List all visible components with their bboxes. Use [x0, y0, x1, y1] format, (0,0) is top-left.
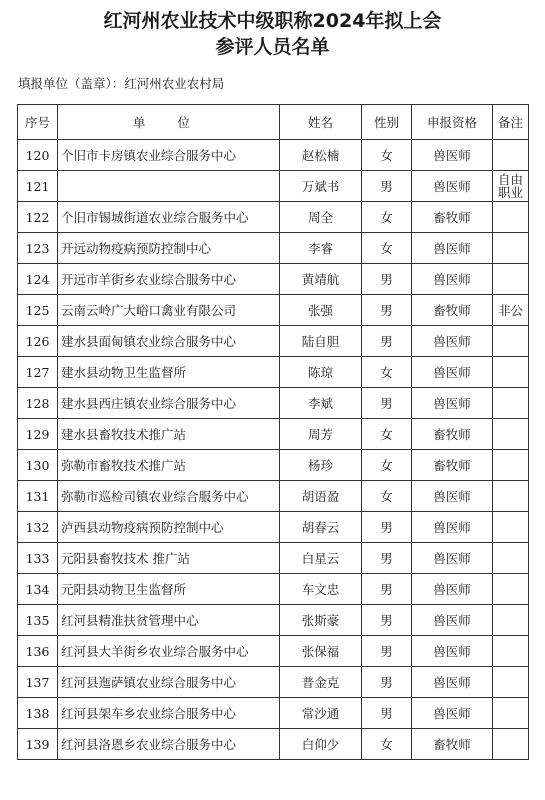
row-qualification: 兽医师 [412, 698, 493, 729]
row-remark [493, 419, 529, 450]
row-unit: 元阳县动物卫生监督所 [58, 574, 280, 605]
row-name: 车文忠 [280, 574, 362, 605]
row-unit: 红河县洛恩乡农业综合服务中心 [58, 729, 280, 760]
reporting-unit: 填报单位（盖章）：红河州农业农村局 [18, 76, 225, 91]
document-title: 红河州农业技术中级职称2024年拟上会 [103, 10, 442, 32]
row-name: 陆自胆 [280, 326, 362, 357]
document-subtitle: 参评人员名单 [215, 36, 330, 58]
row-gender: 男 [362, 543, 412, 574]
table-row [18, 605, 529, 636]
row-remark: 自由职业 [493, 171, 529, 202]
row-qualification: 兽医师 [412, 357, 493, 388]
row-qualification: 畜牧师 [412, 450, 493, 481]
row-unit: 红河县大羊街乡农业综合服务中心 [58, 636, 280, 667]
row-name: 常沙通 [280, 698, 362, 729]
row-number: 129 [18, 419, 58, 450]
row-name: 张强 [280, 295, 362, 326]
row-gender: 女 [362, 140, 412, 171]
header-remark: 备注 [493, 105, 529, 140]
row-number: 121 [18, 171, 58, 202]
header-gender: 性别 [362, 105, 412, 140]
row-qualification: 畜牧师 [412, 729, 493, 760]
table-row [18, 233, 529, 264]
row-number: 138 [18, 698, 58, 729]
row-name: 胡春云 [280, 512, 362, 543]
row-number: 120 [18, 140, 58, 171]
row-qualification: 兽医师 [412, 667, 493, 698]
row-name: 黄靖航 [280, 264, 362, 295]
table-row [18, 357, 529, 388]
row-gender: 女 [362, 450, 412, 481]
table-row [18, 419, 529, 450]
table-row [18, 388, 529, 419]
table-row [18, 202, 529, 233]
row-number: 130 [18, 450, 58, 481]
row-remark [493, 388, 529, 419]
row-unit [58, 171, 280, 202]
row-remark [493, 326, 529, 357]
row-qualification: 兽医师 [412, 264, 493, 295]
table-row [18, 574, 529, 605]
table-row [18, 171, 529, 202]
header-no: 序号 [18, 105, 58, 140]
row-remark [493, 729, 529, 760]
row-remark [493, 698, 529, 729]
row-gender: 男 [362, 574, 412, 605]
row-gender: 男 [362, 264, 412, 295]
table-row [18, 295, 529, 326]
row-name: 胡语盈 [280, 481, 362, 512]
row-remark: 非公 [493, 295, 529, 326]
row-remark [493, 636, 529, 667]
table-row [18, 729, 529, 760]
row-gender: 男 [362, 512, 412, 543]
row-qualification: 兽医师 [412, 574, 493, 605]
row-name: 周全 [280, 202, 362, 233]
table-row [18, 636, 529, 667]
row-remark [493, 605, 529, 636]
header-unit: 单 位 [58, 105, 280, 140]
row-qualification: 兽医师 [412, 171, 493, 202]
row-number: 134 [18, 574, 58, 605]
header-qualification: 申报资格 [412, 105, 493, 140]
row-unit: 泸西县动物疫病预防控制中心 [58, 512, 280, 543]
row-unit: 元阳县畜牧技术 推广站 [58, 543, 280, 574]
row-unit: 开远动物疫病预防控制中心 [58, 233, 280, 264]
row-remark [493, 233, 529, 264]
row-qualification: 兽医师 [412, 636, 493, 667]
row-name: 万斌书 [280, 171, 362, 202]
row-name: 杨珍 [280, 450, 362, 481]
row-remark [493, 202, 529, 233]
table-row [18, 667, 529, 698]
row-unit: 建水县动物卫生监督所 [58, 357, 280, 388]
row-gender: 女 [362, 481, 412, 512]
header-name: 姓名 [280, 105, 362, 140]
row-number: 128 [18, 388, 58, 419]
row-number: 123 [18, 233, 58, 264]
table-row [18, 512, 529, 543]
row-gender: 女 [362, 202, 412, 233]
row-gender: 男 [362, 295, 412, 326]
row-remark [493, 667, 529, 698]
row-unit: 建水县面甸镇农业综合服务中心 [58, 326, 280, 357]
row-number: 131 [18, 481, 58, 512]
row-number: 125 [18, 295, 58, 326]
row-qualification: 兽医师 [412, 543, 493, 574]
row-unit: 红河县精准扶贫管理中心 [58, 605, 280, 636]
row-number: 133 [18, 543, 58, 574]
row-unit: 弥勒市畜牧技术推广站 [58, 450, 280, 481]
row-remark [493, 512, 529, 543]
row-unit: 开远市羊街乡农业综合服务中心 [58, 264, 280, 295]
row-unit: 建水县畜牧技术推广站 [58, 419, 280, 450]
table-row [18, 543, 529, 574]
row-gender: 男 [362, 605, 412, 636]
row-number: 122 [18, 202, 58, 233]
row-gender: 女 [362, 233, 412, 264]
row-qualification: 兽医师 [412, 233, 493, 264]
table-row [18, 140, 529, 171]
row-gender: 男 [362, 388, 412, 419]
row-qualification: 兽医师 [412, 605, 493, 636]
row-qualification: 兽医师 [412, 388, 493, 419]
row-name: 周芳 [280, 419, 362, 450]
row-gender: 男 [362, 171, 412, 202]
row-gender: 男 [362, 698, 412, 729]
row-remark [493, 481, 529, 512]
row-number: 136 [18, 636, 58, 667]
row-unit: 个旧市卡房镇农业综合服务中心 [58, 140, 280, 171]
row-name: 白仰少 [280, 729, 362, 760]
row-qualification: 兽医师 [412, 481, 493, 512]
row-gender: 男 [362, 636, 412, 667]
row-gender: 女 [362, 729, 412, 760]
row-name: 白星云 [280, 543, 362, 574]
table-row [18, 326, 529, 357]
row-name: 赵松楠 [280, 140, 362, 171]
row-remark [493, 543, 529, 574]
table-row [18, 450, 529, 481]
row-unit: 红河县迤萨镇农业综合服务中心 [58, 667, 280, 698]
row-name: 张保福 [280, 636, 362, 667]
row-number: 132 [18, 512, 58, 543]
row-number: 127 [18, 357, 58, 388]
row-unit: 弥勒市巡检司镇农业综合服务中心 [58, 481, 280, 512]
row-gender: 男 [362, 667, 412, 698]
row-number: 126 [18, 326, 58, 357]
row-qualification: 兽医师 [412, 512, 493, 543]
row-gender: 女 [362, 357, 412, 388]
row-remark [493, 357, 529, 388]
table-row [18, 264, 529, 295]
row-qualification: 兽医师 [412, 140, 493, 171]
row-remark [493, 264, 529, 295]
row-remark [493, 574, 529, 605]
table-header-row [18, 105, 529, 140]
candidate-table [17, 104, 529, 760]
row-qualification: 畜牧师 [412, 295, 493, 326]
row-unit: 云南云岭广大峪口禽业有限公司 [58, 295, 280, 326]
row-remark [493, 450, 529, 481]
row-qualification: 兽医师 [412, 326, 493, 357]
row-name: 普金克 [280, 667, 362, 698]
row-qualification: 畜牧师 [412, 419, 493, 450]
row-unit: 红河县架车乡农业综合服务中心 [58, 698, 280, 729]
row-number: 139 [18, 729, 58, 760]
row-name: 陈琼 [280, 357, 362, 388]
row-qualification: 畜牧师 [412, 202, 493, 233]
row-name: 李睿 [280, 233, 362, 264]
row-unit: 个旧市锡城街道农业综合服务中心 [58, 202, 280, 233]
row-gender: 女 [362, 419, 412, 450]
row-number: 137 [18, 667, 58, 698]
row-gender: 男 [362, 326, 412, 357]
row-number: 135 [18, 605, 58, 636]
row-remark [493, 140, 529, 171]
row-unit: 建水县西庄镇农业综合服务中心 [58, 388, 280, 419]
table-row [18, 698, 529, 729]
row-number: 124 [18, 264, 58, 295]
row-name: 李斌 [280, 388, 362, 419]
table-row [18, 481, 529, 512]
row-name: 张斯豪 [280, 605, 362, 636]
